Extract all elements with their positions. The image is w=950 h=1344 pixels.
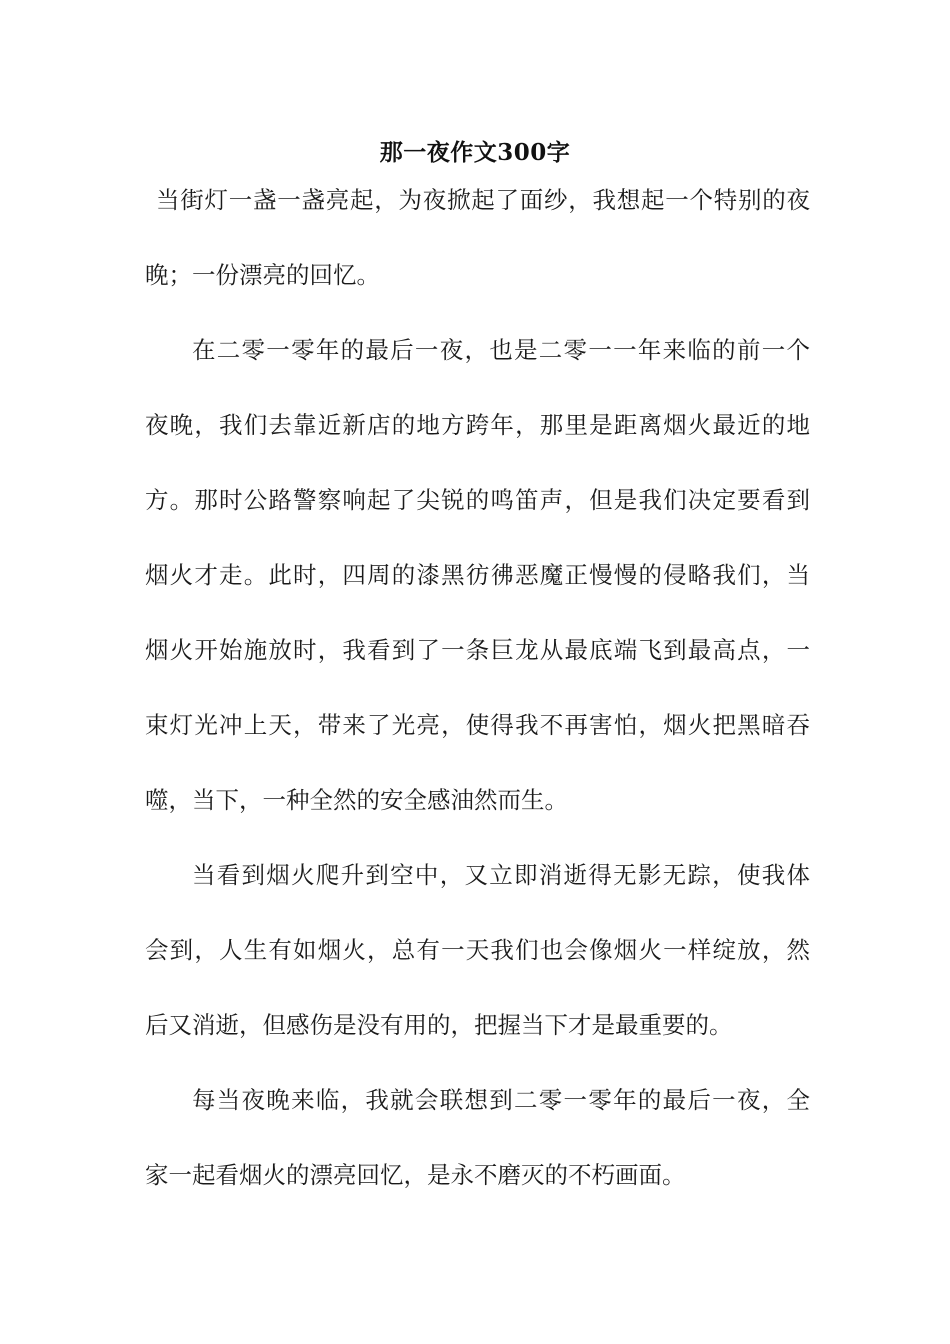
essay-body [145,182,810,1195]
text-line: 束灯光冲上天，带来了光亮，使得我不再害怕，烟火把黑暗吞 [145,711,810,739]
text-line: 当街灯一盏一盏亮起，为夜掀起了面纱，我想起一个特别的夜 [156,186,810,214]
line-spacing [145,520,810,558]
paragraph-spacing [145,1045,810,1083]
line-spacing [145,970,810,1008]
line-spacing [145,445,810,483]
line-spacing [145,595,810,633]
line-spacing [145,370,810,408]
line-spacing [145,670,810,708]
text-line: 家一起看烟火的漂亮回忆，是永不磨灭的不朽画面。 [145,1161,686,1189]
line-spacing [145,1120,810,1158]
line-spacing [145,220,810,258]
text-line: 烟火开始施放时，我看到了一条巨龙从最底端飞到最高点，一 [145,636,810,664]
text-line: 方。那时公路警察响起了尖锐的鸣笛声，但是我们决定要看到 [145,486,810,514]
text-line: 夜晚，我们去靠近新店的地方跨年，那里是距离烟火最近的地 [145,411,810,439]
text-line: 当看到烟火爬升到空中，又立即消逝得无影无踪，使我体 [192,861,810,889]
line-spacing [145,745,810,783]
paragraph-1 [145,182,810,295]
text-line: 噬，当下，一种全然的安全感油然而生。 [145,786,568,814]
paragraph-4 [145,1082,810,1195]
text-line: 在二零一零年的最后一夜，也是二零一一年来临的前一个 [192,336,810,364]
text-line: 会到，人生有如烟火，总有一天我们也会像烟火一样绽放，然 [145,936,810,964]
page-title: 那一夜作文300字 [379,139,571,166]
text-line: 烟火才走。此时，四周的漆黑彷彿恶魔正慢慢的侵略我们，当 [145,561,810,589]
line-spacing [145,895,810,933]
paragraph-spacing [145,820,810,858]
paragraph-2 [145,332,810,820]
text-line: 后又消逝，但感伤是没有用的，把握当下才是最重要的。 [145,1011,733,1039]
text-line: 每当夜晚来临，我就会联想到二零一零年的最后一夜，全 [192,1086,810,1114]
text-line: 晚；一份漂亮的回忆。 [145,261,380,289]
paragraph-spacing [145,295,810,333]
paragraph-3 [145,857,810,1045]
